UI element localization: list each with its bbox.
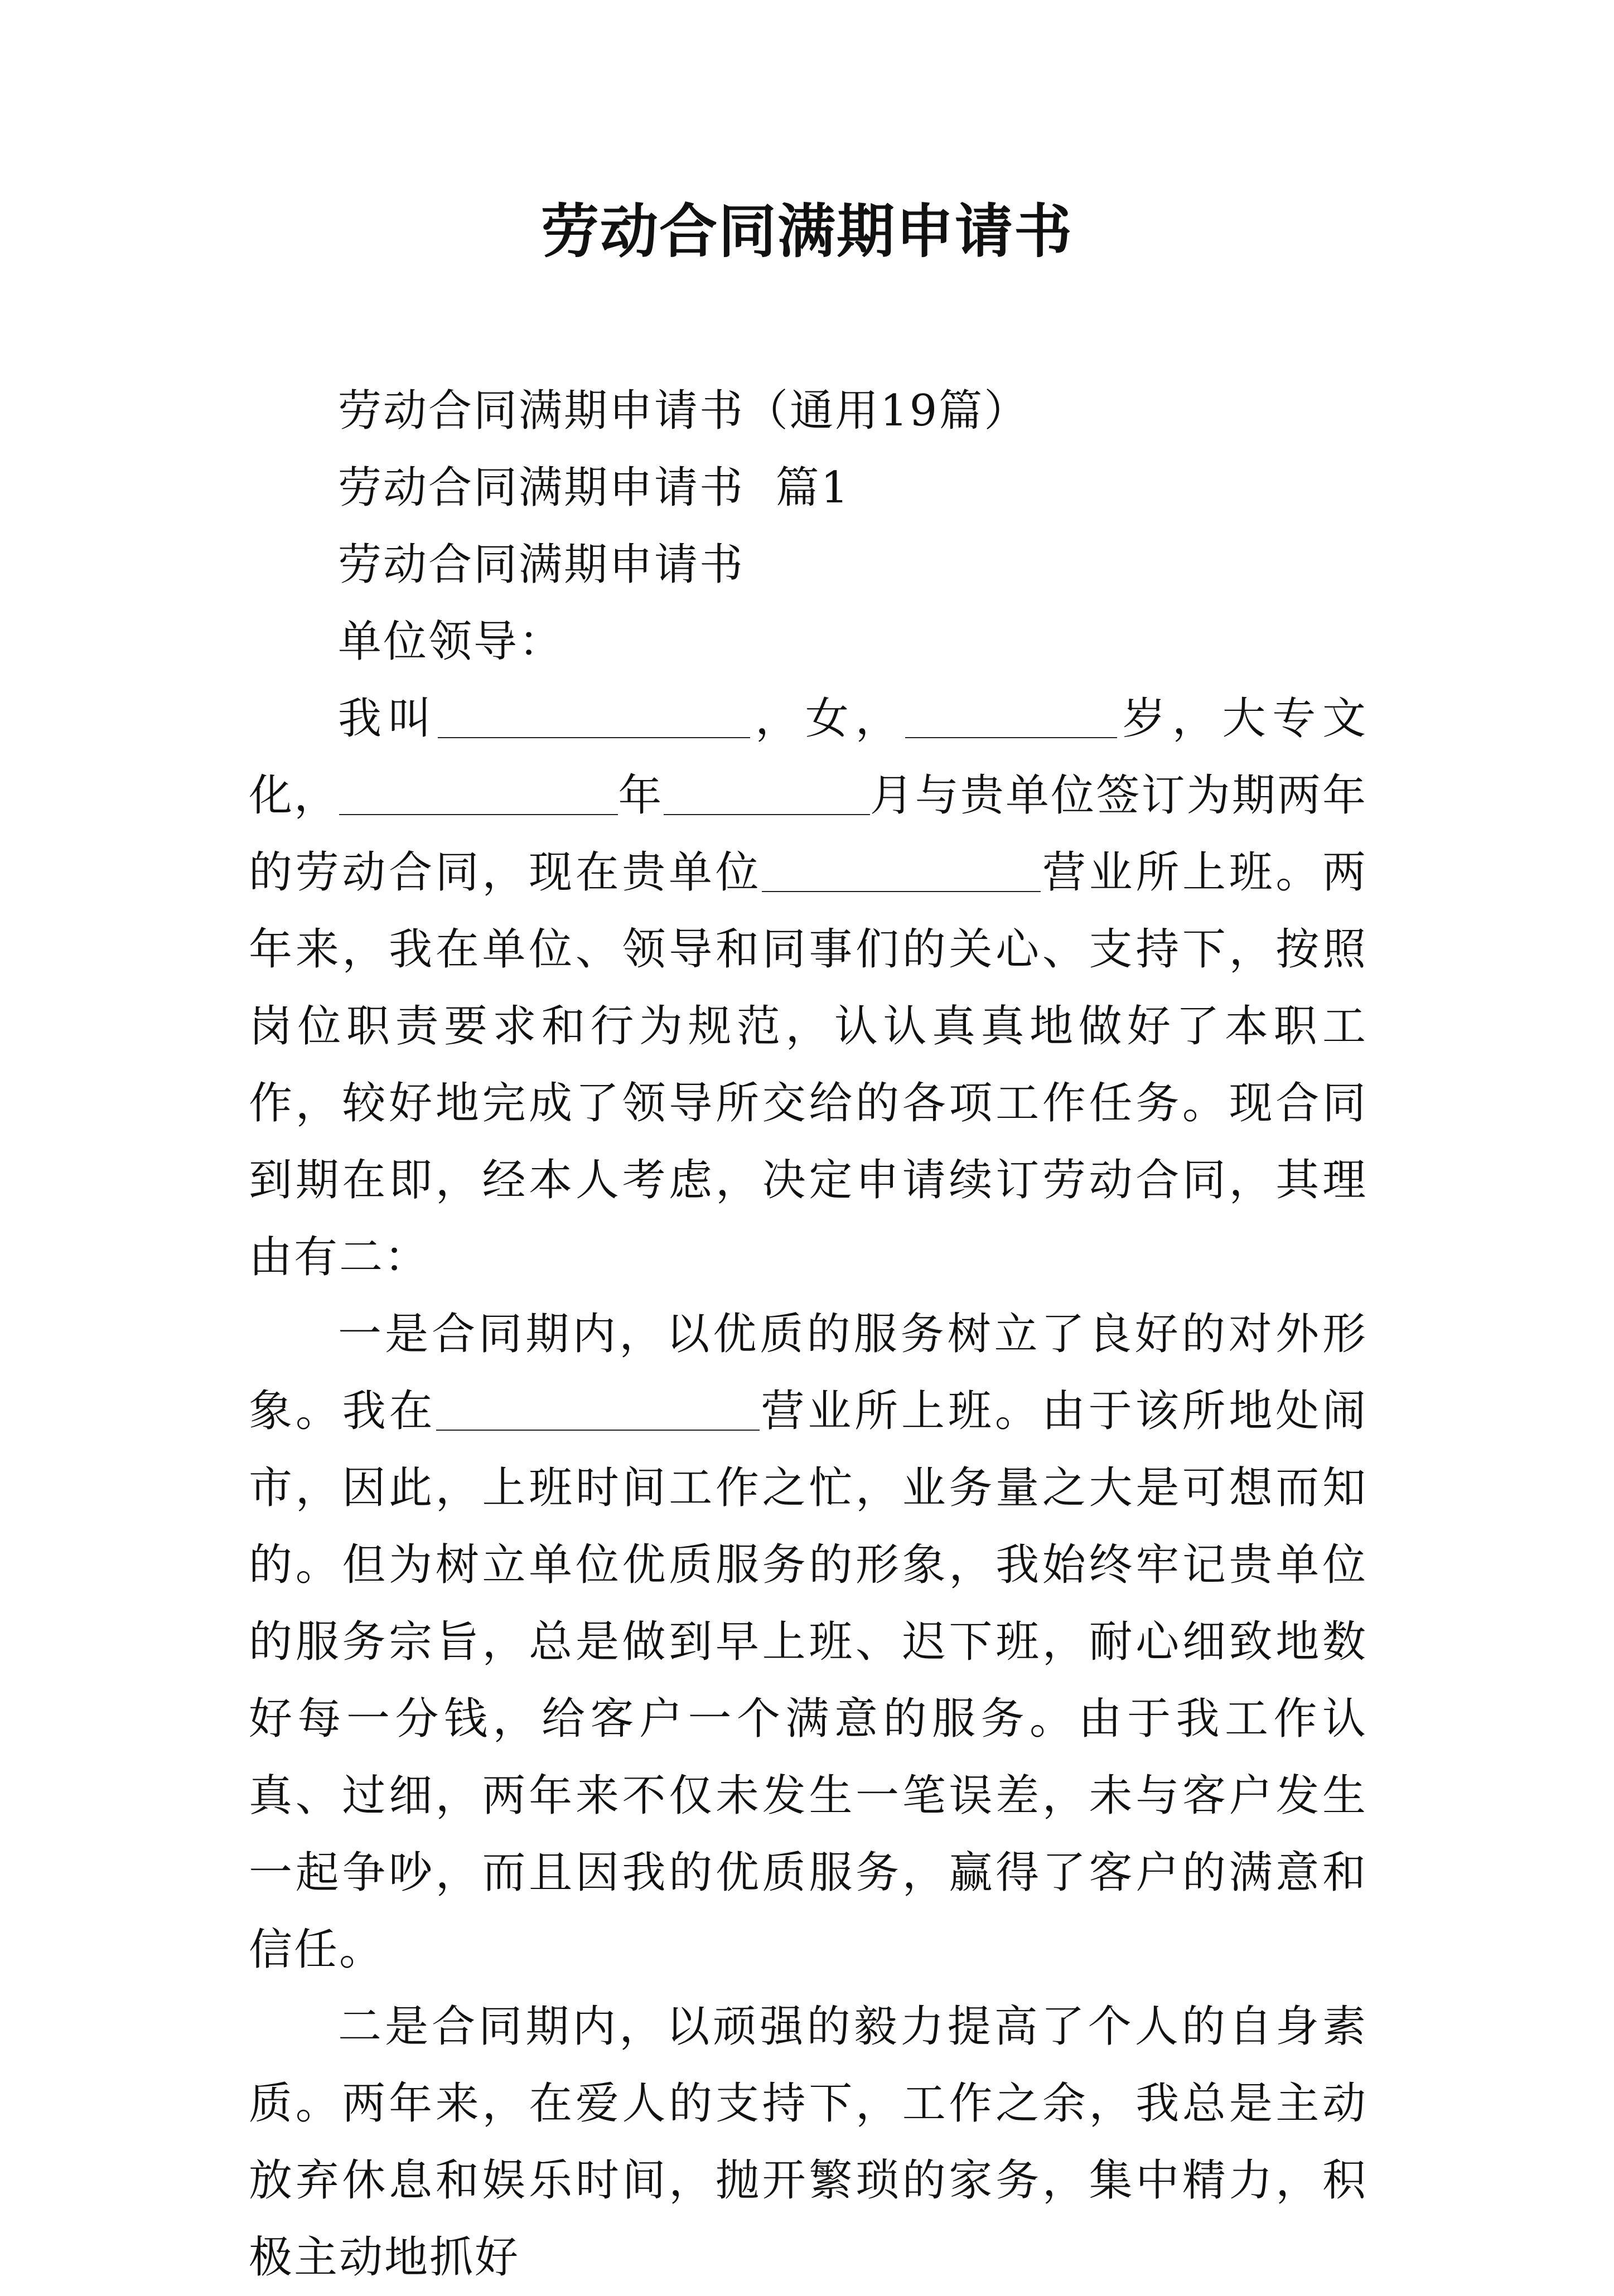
office-blank-2	[436, 1388, 760, 1431]
document-body	[249, 372, 1367, 2296]
name-blank	[438, 696, 750, 738]
year-blank	[339, 773, 618, 815]
p1-text-6: 营业所上班。两年来，我在单位、领导和同事们的关心、支持下，按照岗位职责要求和行为规范，认认真真地做好了本职工作，较好地完成了领导所交给的各项工作任务。现合同到期在即，经本人考虑，决定申请续订劳动合同，其理由有二：	[249, 847, 1367, 1282]
heading-letter: 劳动合同满期申请书	[338, 540, 745, 590]
heading-collection: 劳动合同满期申请书（通用19篇）	[338, 386, 1030, 436]
document-title: 劳动合同满期申请书	[540, 197, 1073, 265]
office-blank	[762, 850, 1041, 892]
p2-text-1: 一是合同期内，以优质的服务树立了良好的对外形象。我在	[249, 1309, 1367, 1436]
month-blank	[664, 773, 870, 815]
p1-text-3: 岁，大专文化，	[249, 694, 1367, 821]
p1-text-5: 月与贵单位签订为期两年的劳动合同，现在贵单位	[249, 771, 1367, 898]
p1-text-2: ，女，	[750, 694, 906, 744]
salutation: 单位领导：	[338, 617, 564, 667]
age-blank	[905, 696, 1117, 738]
paragraph-3: 二是合同期内，以顽强的毅力提高了个人的自身素质。两年来，在爱人的支持下，工作之余，我总是主动放弃休息和娱乐时间，抛开繁琐的家务，集中精力，积极主动地抓好	[249, 2002, 1367, 2283]
p1-text-4: 年	[618, 771, 664, 821]
p2-text-2: 营业所上班。由于该所地处闹市，因此，上班时间工作之忙，业务量之大是可想而知的。但为树立单位优质服务的形象，我始终牢记贵单位的服务宗旨，总是做到早上班、迟下班，耐心细致地数好每一分钱，给客户一个满意的服务。由于我工作认真、过细，两年来不仅未发生一笔误差，未与客户发生一起争吵，而且因我的优质服务，赢得了客户的满意和信任。	[249, 1386, 1367, 1975]
paragraph-1	[249, 680, 1367, 1296]
p1-text-1: 我叫	[338, 694, 438, 744]
heading-part: 劳动合同满期申请书 篇1	[338, 463, 851, 513]
paragraph-2	[249, 1296, 1367, 1988]
